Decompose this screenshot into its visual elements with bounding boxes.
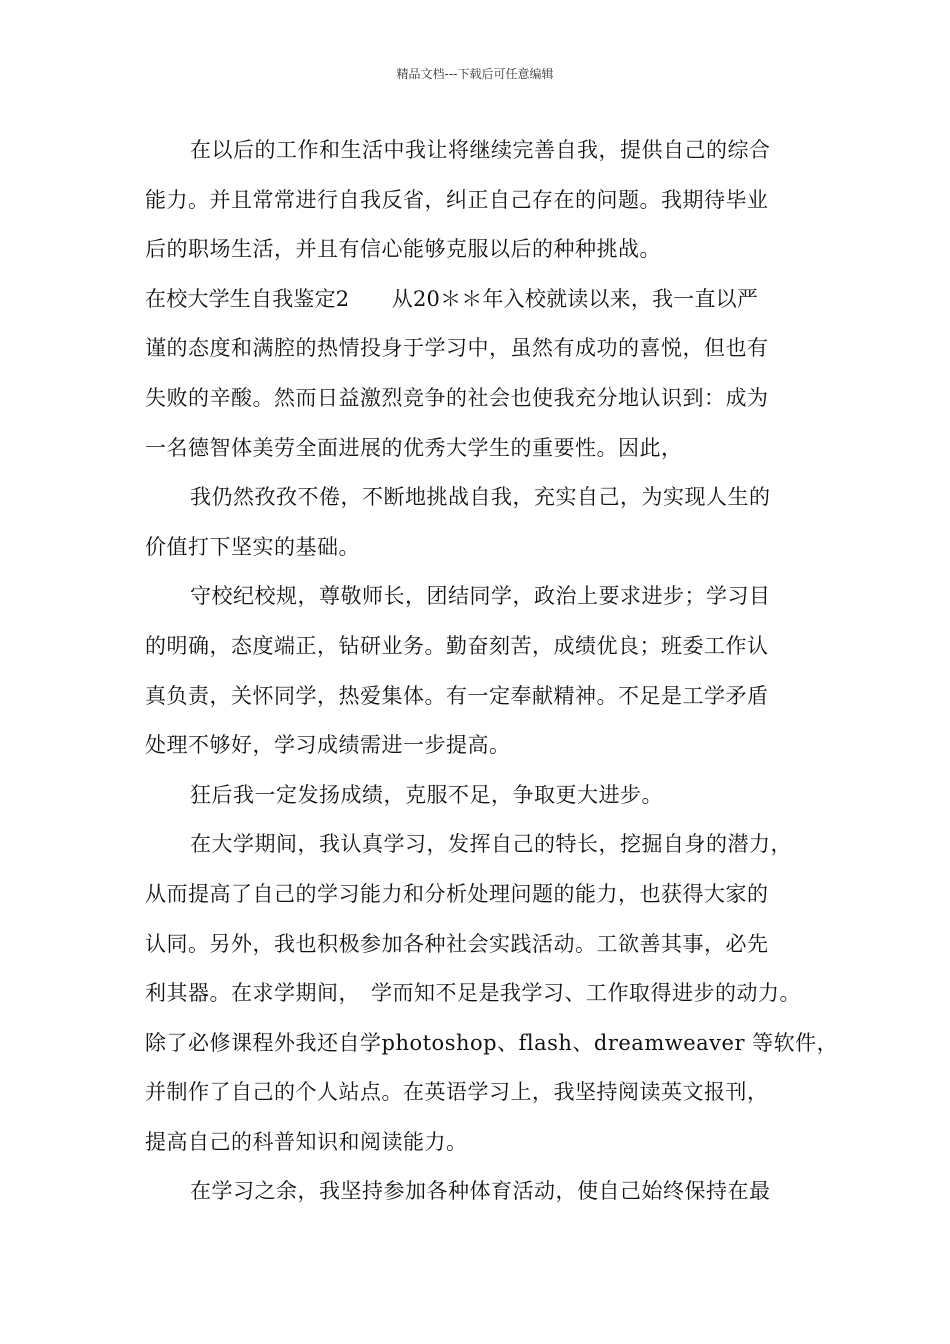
text-line: 后的职场生活，并且有信心能够克服以后的种种挑战。 [145,237,661,262]
text-line: 并制作了自己的个人站点。在英语学习上，我坚持阅读英文报刊， [145,1080,769,1105]
text-line: 守校纪校规，尊敬师长，团结同学，政治上要求进步；学习目 [190,584,771,609]
text-line: 认同。另外，我也积极参加各种社会实践活动。工欲善其事，必先 [145,931,769,956]
text-line: 我仍然孜孜不倦，不断地挑战自我，充实自己，为实现人生的 [190,485,771,510]
text-line: 除了必修课程外我还自学photoshop、flash、dreamweaver 等软件， [145,1030,839,1055]
text-line: 真负责，关怀同学，热爱集体。有一定奉献精神。不足是工学矛盾 [145,683,769,708]
text-line: 从而提高了自己的学习能力和分析处理问题的能力，也获得大家的 [145,881,769,906]
text-line: 价值打下坚实的基础。 [145,534,360,559]
text-line: 的明确，态度端正，钻研业务。勤奋刻苦，成绩优良；班委工作认 [145,633,769,658]
page-header: 精品文档---下载后可任意编辑 [396,67,554,81]
text-line: 狂后我一定发扬成绩，克服不足，争取更大进步。 [190,782,663,807]
text-line: 在大学期间，我认真学习，发挥自己的特长，挖掘自身的潜力， [190,832,792,857]
text-line: 在以后的工作和生活中我让将继续完善自我，提供自己的综合 [190,138,771,162]
section-heading-line: 在校大学生自我鉴定2 从20＊＊年入校就读以来，我一直以严 [145,286,759,311]
text-line: 一名德智体美劳全面进展的优秀大学生的重要性。因此， [145,435,683,460]
text-line: 在学习之余，我坚持参加各种体育活动，使自己始终保持在最 [190,1179,771,1204]
text-line: 提高自己的科普知识和阅读能力。 [145,1129,468,1154]
text-line: 失败的辛酸。然而日益激烈竞争的社会也使我充分地认识到：成为 [145,385,769,410]
text-line: 处理不够好，学习成绩需进一步提高。 [145,733,511,758]
document-body [145,126,839,1217]
text-line: 谨的态度和满腔的热情投身于学习中，虽然有成功的喜悦，但也有 [145,336,769,361]
text-line: 能力。并且常常进行自我反省，纠正自己存在的问题。我期待毕业 [145,187,769,212]
text-line: 利其器。在求学期间， 学而知不足是我学习、工作取得进步的动力。 [145,981,801,1006]
